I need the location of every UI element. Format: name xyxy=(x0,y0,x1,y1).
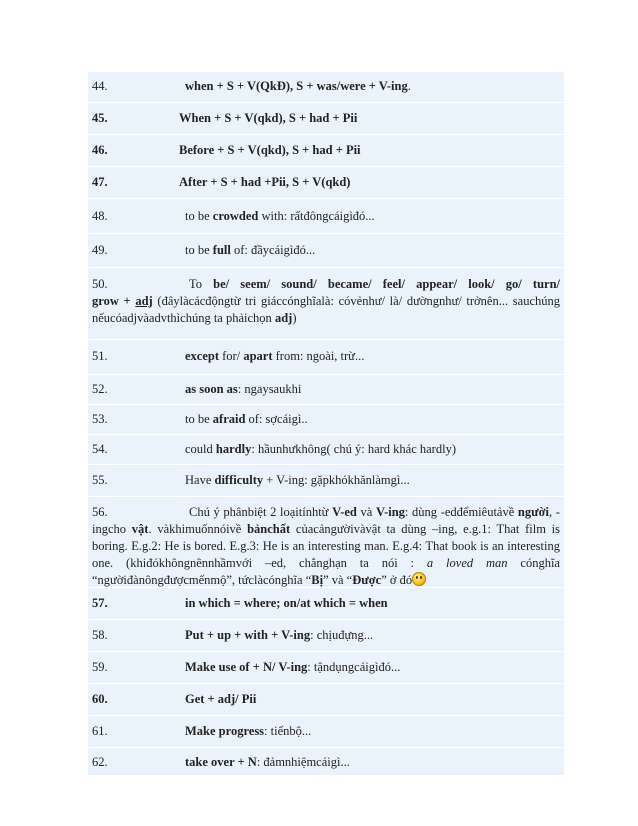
row-content: When + S + V(qkd), S + had + Pii xyxy=(179,111,358,125)
row-content: 50. To be/ seem/ sound/ became/ feel/ appear/ look/ go/ turn/ grow + adj (đâylàcácđộngtừ tri giáccónghĩalà: cóvẻnhư/ là/ dườngnhư/ trởnên... sauchúng nếucóadjvàadvthìchúng ta phảichọn adj) xyxy=(92,277,560,325)
table-row xyxy=(88,234,564,268)
row-number: 47. xyxy=(92,175,108,189)
table-row xyxy=(88,72,564,103)
row-content: Get + adj/ Pii xyxy=(185,692,257,706)
table-row xyxy=(88,375,564,405)
row-content: in which = where; on/at which = when xyxy=(185,596,388,610)
table-row xyxy=(88,135,564,167)
table-row xyxy=(88,497,564,588)
row-number: 45. xyxy=(92,111,108,125)
row-content: to be crowded with: rấtđôngcáigìđó... xyxy=(185,209,375,223)
table-row xyxy=(88,167,564,199)
row-number: 49. xyxy=(92,243,108,257)
row-number: 59. xyxy=(92,660,108,674)
row-number: 55. xyxy=(92,473,108,487)
row-number: 62. xyxy=(92,755,108,769)
table-row xyxy=(88,268,564,340)
row-content: Have difficulty + V-ing: gặpkhókhănlàmgì... xyxy=(185,473,410,487)
row-content: to be afraid of: sợcáigì.. xyxy=(185,412,308,426)
row-number: 54. xyxy=(92,442,108,456)
table-row xyxy=(88,748,564,776)
row-content: 56. Chú ý phânbiệt 2 loạitínhtừ V-ed và V-ing: dùng -edđểmiêutảvề người, -ingcho vật. vàkhimuốnnóivề bảnchất củacảngườivàvật ta dùng –ing, e.g.1: That film is boring. E.g.2: He is bored. E.g.3: He is an interesting man. E.g.4: That book is an interesting one. (khiđókhôngnênnhầmvới –ed, chẳnghạn ta nói : a loved man cónghĩa “ngườiđànôngđượcmếnmộ”, tứclàcónghĩa “Bị” và “Được” ở đó xyxy=(92,505,561,587)
row-number: 60. xyxy=(92,692,108,706)
row-number: 52. xyxy=(92,382,108,396)
row-content: as soon as: ngaysaukhi xyxy=(185,382,302,396)
row-content: to be full of: đầycáigìđó... xyxy=(185,243,316,257)
row-content: Put + up + with + V-ing: chịuđựng... xyxy=(185,628,374,642)
row-number: 44. xyxy=(92,79,108,93)
smiley-face-icon xyxy=(412,572,426,586)
row-number: 57. xyxy=(92,596,108,610)
table-row xyxy=(88,465,564,497)
row-content: Make progress: tiếnbộ... xyxy=(185,724,312,738)
row-content: could hardly: hầunhưkhông( chú ý: hard khác hardly) xyxy=(185,442,456,456)
row-number: 50. xyxy=(92,277,108,291)
row-content: take over + N: đảmnhiệmcáigì... xyxy=(185,755,350,769)
table-row xyxy=(88,103,564,135)
row-content: when + S + V(QkĐ), S + was/were + V-ing. xyxy=(185,79,411,93)
row-number: 48. xyxy=(92,209,108,223)
table-row xyxy=(88,684,564,716)
table-row xyxy=(88,435,564,465)
row-number: 58. xyxy=(92,628,108,642)
row-content: except for/ apart from: ngoài, trừ... xyxy=(185,349,365,363)
table-row xyxy=(88,716,564,748)
row-number: 61. xyxy=(92,724,108,738)
row-content: After + S + had +Pii, S + V(qkd) xyxy=(179,175,351,189)
row-number: 56. xyxy=(92,505,108,519)
table-row xyxy=(88,405,564,435)
table-row xyxy=(88,620,564,652)
row-content: Make use of + N/ V-ing: tậndụngcáigìđó... xyxy=(185,660,401,674)
row-number: 46. xyxy=(92,143,108,157)
phrase-table xyxy=(88,72,564,776)
row-number: 51. xyxy=(92,349,108,363)
table-row xyxy=(88,199,564,234)
row-content: Before + S + V(qkd), S + had + Pii xyxy=(179,143,361,157)
table-row xyxy=(88,588,564,620)
table-row xyxy=(88,340,564,375)
row-number: 53. xyxy=(92,412,108,426)
table-row xyxy=(88,652,564,684)
